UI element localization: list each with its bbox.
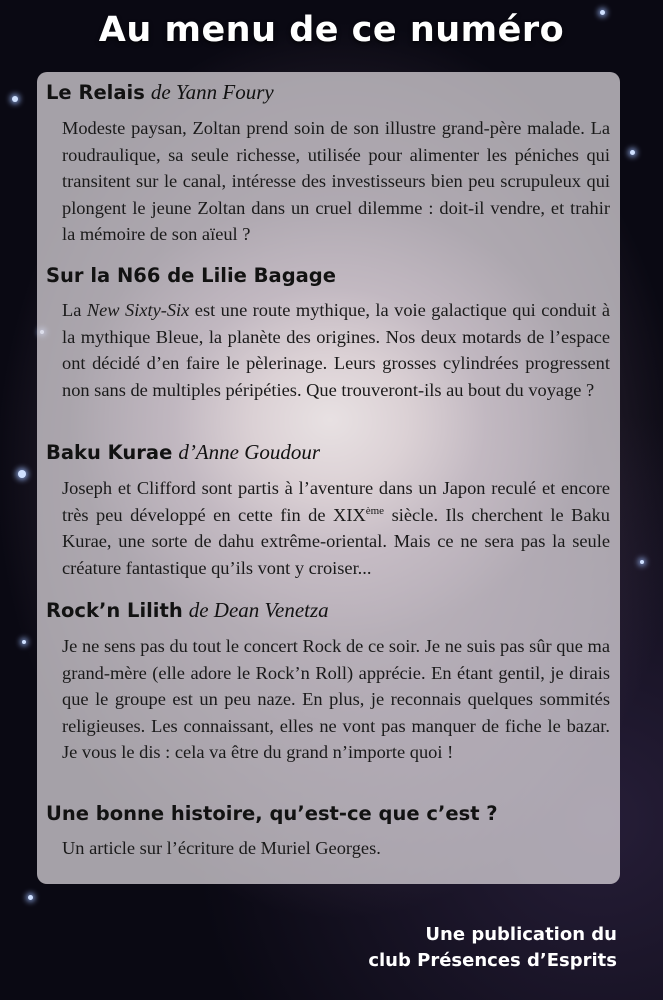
page-title: Au menu de ce numéro (98, 10, 565, 50)
star-decoration (12, 96, 18, 102)
story-rockn-lilith (46, 598, 612, 766)
story-heading (46, 80, 612, 105)
story-author: de Yann Foury (150, 80, 274, 104)
story-title: Baku Kurae (46, 441, 173, 464)
star-decoration (18, 470, 26, 478)
credit-line-2: club Présences d’Esprits (368, 950, 617, 971)
story-heading (46, 598, 612, 623)
article-bonne-histoire (46, 802, 612, 862)
story-sur-la-n66 (46, 264, 612, 403)
summary-superscript: ème (365, 504, 385, 517)
article-summary: Un article sur l’écriture de Muriel Georges. (62, 838, 381, 858)
publisher-credit (368, 922, 617, 974)
summary-prefix: La (62, 300, 82, 320)
story-author: d’Anne Goudour (178, 440, 321, 464)
story-summary (62, 297, 610, 403)
article-title: Une bonne histoire, qu’est-ce que c’est ? (46, 802, 498, 825)
summary-text: est une route mythique, la voie galactique qui conduit à la mythique Bleue, la planète des origines. Nos deux motards de l’espace ont décidé d’en faire le pèlerinage. Leurs grosses cylindrées progressent non sans de multiples péripéties. Que trouveront-ils au bout du voyage ? (62, 300, 610, 400)
summary-text: Joseph et Clifford sont partis à l’aventure dans un Japon reculé et encore très peu développé en cette fin de XIX (62, 478, 610, 525)
story-title: Le Relais (46, 81, 145, 104)
star-decoration (630, 150, 635, 155)
credit-line-1: Une publication du (425, 924, 617, 945)
star-decoration (28, 895, 33, 900)
summary-italic-title: New Sixty-Six (86, 300, 190, 320)
story-heading (46, 440, 612, 465)
story-summary: Je ne sens pas du tout le concert Rock de ce soir. Je ne suis pas sûr que ma grand-mère (elle adore le Rock’n Roll) apprécie. En étant gentil, je dirais que le groupe est un peu naze. En plus, je reconnais quelques sommités religieuses. Les connaissant, elles ne vont pas manquer de fiche le bazar. Je vous le dis : cela va être du grand n’importe quoi ! (62, 636, 610, 762)
story-le-relais (46, 80, 612, 248)
story-summary: Modeste paysan, Zoltan prend soin de son illustre grand-père malade. La roudraulique, sa seule richesse, utilisée pour alimenter les péniches qui transitent sur le canal, intéresse des investisseurs bien peu scrupuleux qui plongent le jeune Zoltan dans un cruel dilemme : doit-il vendre, et trahir la mémoire de son aïeul ? (62, 118, 610, 244)
story-title: Rock’n Lilith (46, 599, 183, 622)
story-title: Sur la N66 de Lilie Bagage (46, 264, 336, 287)
summary-text-end: siècle. Ils cherchent le Baku Kurae, une sorte de dahu extrême-oriental. Mais ce ne sera pas la seule créature fantastique qu’ils vont y croiser... (62, 504, 610, 578)
story-baku-kurae (46, 440, 612, 581)
star-decoration (22, 640, 26, 644)
star-decoration (640, 560, 644, 564)
story-author: de Dean Venetza (188, 598, 329, 622)
story-summary (62, 475, 610, 581)
